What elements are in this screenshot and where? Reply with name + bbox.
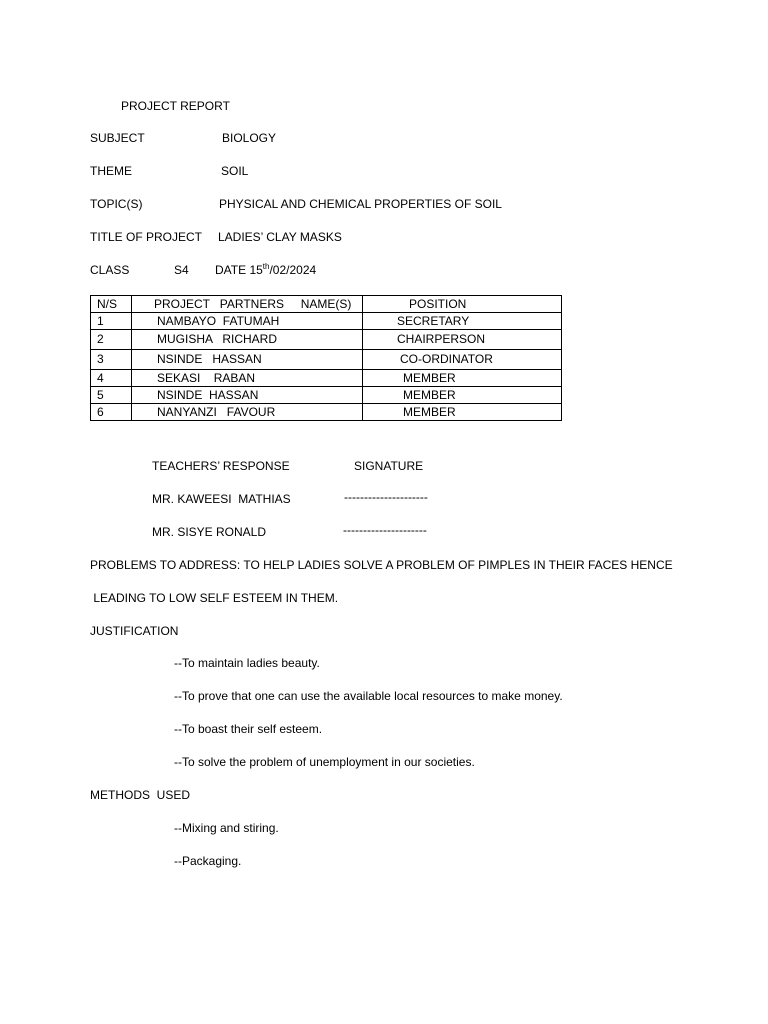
- report-title: PROJECT REPORT: [121, 99, 230, 113]
- partner-name: SEKASI RABAN: [132, 370, 363, 387]
- teacher-name: MR. SISYE RONALD: [152, 525, 267, 539]
- table-header-row: [91, 296, 562, 313]
- table-row: [91, 387, 562, 404]
- problems-line-1: PROBLEMS TO ADDRESS: TO HELP LADIES SOLVE A PROBLEM OF PIMPLES IN THEIR FACES HENCE: [90, 558, 673, 572]
- partner-position: MEMBER: [363, 404, 562, 421]
- date-rest: /02/2024: [269, 263, 317, 277]
- row-number: 1: [91, 313, 132, 330]
- partner-name: MUGISHA RICHARD: [132, 330, 363, 350]
- row-number: 2: [91, 330, 132, 350]
- method-item: --Packaging.: [174, 854, 242, 868]
- topic-label: TOPIC(S): [90, 197, 143, 211]
- methods-heading: METHODS USED: [90, 788, 191, 802]
- partner-position: MEMBER: [363, 387, 562, 404]
- table-row: [91, 370, 562, 387]
- row-number: 3: [91, 350, 132, 370]
- partner-position: CO-ORDINATOR: [363, 350, 562, 370]
- row-number: 5: [91, 387, 132, 404]
- partner-name: NSINDE HASSAN: [132, 350, 363, 370]
- date-field: [215, 263, 316, 277]
- signature-line: ---------------------: [344, 490, 428, 504]
- theme-value: SOIL: [221, 164, 249, 178]
- signature-line: ---------------------: [343, 523, 427, 537]
- partners-table: [90, 295, 562, 421]
- justification-item: --To boast their self esteem.: [174, 722, 323, 736]
- justification-item: --To prove that one can use the available local resources to make money.: [174, 689, 563, 703]
- partner-position: CHAIRPERSON: [363, 330, 562, 350]
- partner-name: NAMBAYO FATUMAH: [132, 313, 363, 330]
- partner-position: SECRETARY: [363, 313, 562, 330]
- class-value: S4: [174, 263, 189, 277]
- header-position: POSITION: [363, 296, 562, 313]
- teachers-response-label: TEACHERS’ RESPONSE: [152, 459, 290, 473]
- signature-label: SIGNATURE: [354, 459, 424, 473]
- table-row: [91, 313, 562, 330]
- row-number: 4: [91, 370, 132, 387]
- subject-label: SUBJECT: [90, 131, 145, 145]
- header-ns: N/S: [91, 296, 132, 313]
- problems-line-2: LEADING TO LOW SELF ESTEEM IN THEM.: [90, 591, 339, 605]
- date-label: DATE 15: [215, 263, 263, 277]
- partner-position: MEMBER: [363, 370, 562, 387]
- table-row: [91, 350, 562, 370]
- method-item: --Mixing and stiring.: [174, 821, 279, 835]
- subject-value: BIOLOGY: [222, 131, 277, 145]
- project-title-label: TITLE OF PROJECT: [90, 230, 203, 244]
- date-suffix: th: [262, 262, 270, 271]
- theme-label: THEME: [90, 164, 132, 178]
- justification-item: --To solve the problem of unemployment in our societies.: [174, 755, 475, 769]
- partner-name: NANYANZI FAVOUR: [132, 404, 363, 421]
- header-partners: PROJECT PARTNERS NAME(S): [132, 296, 363, 313]
- class-label: CLASS: [90, 263, 130, 277]
- table-row: [91, 404, 562, 421]
- justification-heading: JUSTIFICATION: [90, 624, 179, 638]
- row-number: 6: [91, 404, 132, 421]
- partner-name: NSINDE HASSAN: [132, 387, 363, 404]
- topic-value: PHYSICAL AND CHEMICAL PROPERTIES OF SOIL: [219, 197, 502, 211]
- table-row: [91, 330, 562, 350]
- teacher-name: MR. KAWEESI MATHIAS: [152, 492, 291, 506]
- justification-item: --To maintain ladies beauty.: [174, 656, 320, 670]
- project-title-value: LADIES’ CLAY MASKS: [218, 230, 342, 244]
